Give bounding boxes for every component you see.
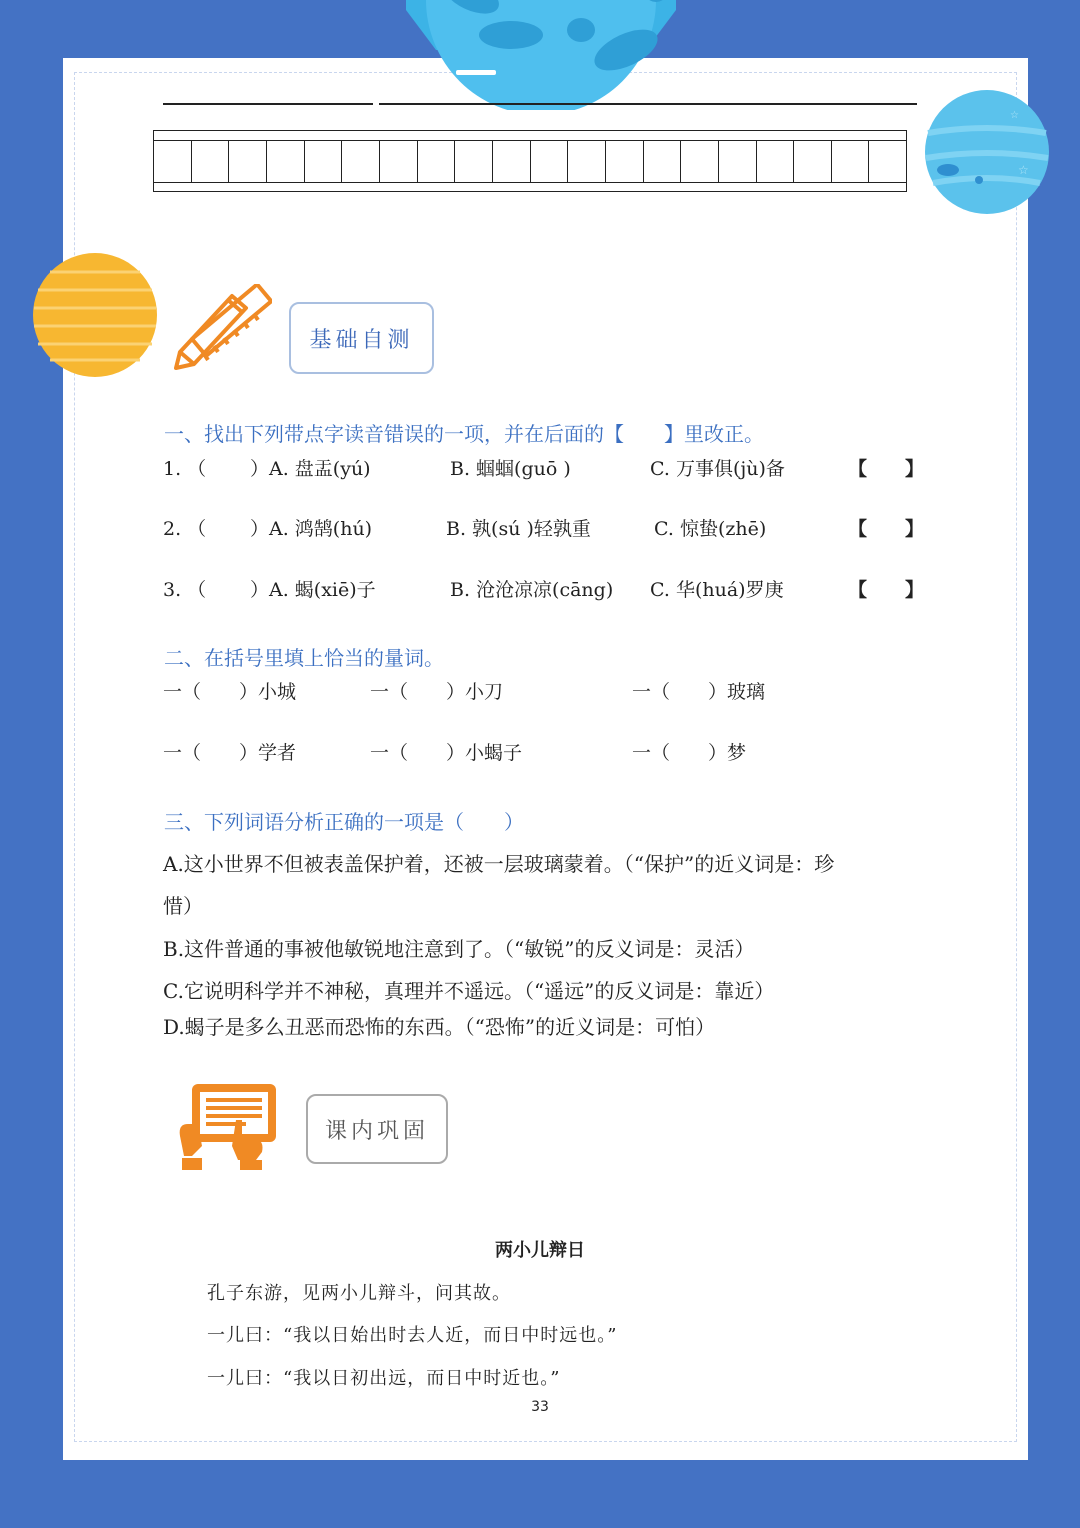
writing-grid[interactable]	[153, 130, 907, 192]
q1-row3-c: C. 华(huá)罗庚	[650, 579, 784, 601]
q1-row2-b: B. 孰(sú )轻孰重	[446, 518, 591, 540]
section-basic-label: 基础自测	[289, 302, 434, 374]
reading-line-2: 一儿曰：“我以日始出时去人近，而日中时远也。”	[207, 1325, 618, 1346]
q1-row1-bracket-right: 】	[905, 458, 925, 480]
planet-top-icon	[376, 0, 706, 110]
q1-row2-bracket-left[interactable]: 【	[848, 518, 868, 540]
q1-row1-bracket-left[interactable]: 【	[848, 458, 868, 480]
q2-item-6[interactable]: 一（ ）梦	[632, 742, 747, 764]
reading-line-1: 孔子东游，见两小儿辩斗，问其故。	[207, 1283, 511, 1304]
q2-item-2[interactable]: 一（ ）小刀	[370, 681, 504, 703]
name-line-2[interactable]	[379, 103, 917, 105]
q3-title: 三、下列词语分析正确的一项是（ ）	[164, 810, 524, 834]
q1-row2-bracket-right: 】	[905, 518, 925, 540]
q1-title: 一、找出下列带点字读音错误的一项，并在后面的【 】里改正。	[164, 422, 764, 446]
planet-right-icon	[918, 88, 1056, 226]
q2-item-5[interactable]: 一（ ）小蝎子	[370, 742, 523, 764]
q1-row1-num: 1. （	[163, 458, 207, 480]
q1-row2-num: 2. （	[163, 518, 207, 540]
q2-item-4[interactable]: 一（ ）学者	[163, 742, 297, 764]
reading-line-3: 一儿曰：“我以日初出远，而日中时近也。”	[207, 1368, 561, 1389]
planet-left-icon	[30, 250, 160, 380]
q1-row3-num: 3. （	[163, 579, 207, 601]
svg-text:☆: ☆	[1018, 163, 1029, 177]
q1-row2-c: C. 惊蛰(zhē)	[654, 518, 767, 540]
tablet-reading-icon	[176, 1080, 280, 1172]
q3-option-c[interactable]: C.它说明科学并不神秘，真理并不遥远。（“遥远”的反义词是：靠近）	[163, 979, 775, 1003]
q1-row2-a: ）A. 鸿鹄(hú)	[250, 518, 373, 540]
page-number: 33	[531, 1399, 549, 1415]
q1-row3-a: ）A. 蝎(xiē)子	[250, 579, 376, 601]
q1-row3-bracket-right: 】	[905, 579, 925, 601]
q1-row1-c: C. 万事俱(jù)备	[650, 458, 785, 480]
reading-title: 两小儿辩日	[495, 1240, 585, 1261]
q2-title: 二、在括号里填上恰当的量词。	[164, 646, 444, 670]
name-line-1[interactable]	[163, 103, 373, 105]
q1-row1-b: B. 蝈蝈(guō )	[450, 458, 571, 480]
q3-option-a-line2: 惜）	[163, 894, 203, 918]
q3-option-a-line1[interactable]: A.这小世界不但被表盖保护着，还被一层玻璃蒙着。（“保护”的近义词是：珍	[163, 852, 835, 876]
q1-row3-bracket-left[interactable]: 【	[848, 579, 868, 601]
q1-row1-a: ）A. 盘盂(yú)	[250, 458, 371, 480]
q2-item-1[interactable]: 一（ ）小城	[163, 681, 297, 703]
q3-option-d[interactable]: D.蝎子是多么丑恶而恐怖的东西。（“恐怖”的近义词是：可怕）	[163, 1015, 716, 1039]
section-class-label: 课内巩固	[306, 1094, 448, 1164]
q3-option-b[interactable]: B.这件普通的事被他敏锐地注意到了。（“敏锐”的反义词是：灵活）	[163, 937, 755, 961]
q1-row3-b: B. 沧沧凉凉(cāng)	[450, 579, 614, 601]
pencil-ruler-icon	[172, 284, 272, 384]
q2-item-3[interactable]: 一（ ）玻璃	[632, 681, 766, 703]
svg-text:☆: ☆	[1010, 110, 1019, 121]
